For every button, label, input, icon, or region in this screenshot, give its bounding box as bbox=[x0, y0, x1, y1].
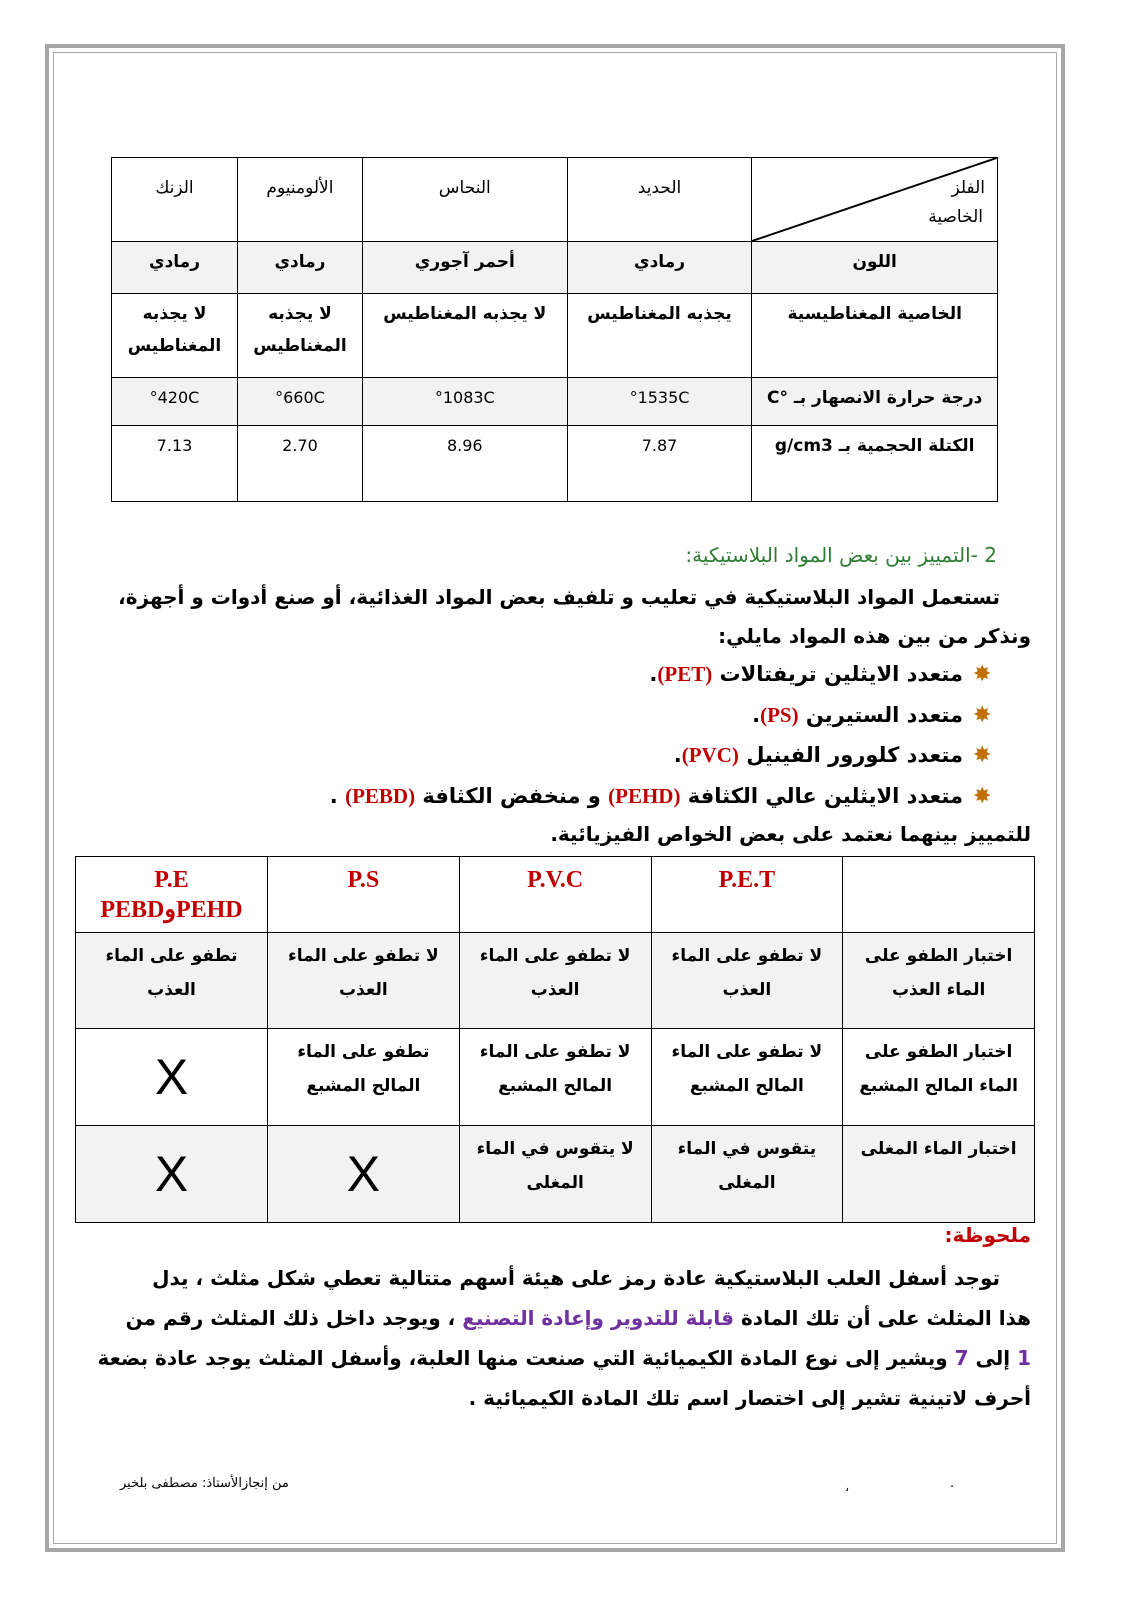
table-header-empty bbox=[843, 857, 1035, 933]
intro-line-1: تستعمل المواد البلاستيكية في تعليب و تلفيف بعض المواد الغذائية، أو صنع أدوات و أجهزة، bbox=[118, 585, 1000, 609]
table-cell: لا تطفو على الماء العذب bbox=[459, 933, 651, 1029]
table-cell: 660C° bbox=[237, 378, 362, 426]
table-cell: لا تطفو على الماء العذب bbox=[651, 933, 843, 1029]
row-label: درجة حرارة الانصهار بـ °C bbox=[752, 378, 998, 426]
row-label: الخاصية المغناطيسية bbox=[752, 294, 998, 378]
star-bullet-icon: ✸ bbox=[973, 703, 992, 728]
table-cell: 7.13 bbox=[112, 426, 238, 502]
note-line-4: أحرف لاتينية تشير إلى اختصار اسم تلك المادة الكيميائية . bbox=[468, 1386, 1031, 1410]
metal-header-iron: الحديد bbox=[567, 158, 752, 242]
table-cell: 8.96 bbox=[362, 426, 567, 502]
row-label: اختبار الماء المغلى bbox=[843, 1126, 1035, 1223]
table-cell: 420C° bbox=[112, 378, 238, 426]
row-label: اللون bbox=[752, 242, 998, 294]
corner-label-property: الخاصية bbox=[928, 207, 983, 227]
list-item: متعدد الستيرين (PS). bbox=[752, 703, 963, 727]
star-bullet-icon: ✸ bbox=[973, 662, 992, 687]
note-line-1: توجد أسفل العلب البلاستيكية عادة رمز على هيئة أسهم متتالية تعطي شكل مثلث ، يدل bbox=[152, 1266, 1000, 1290]
table-header-pe: P.E PEHDوPEBD bbox=[76, 857, 268, 933]
corner-label-metal: الفلز bbox=[951, 178, 985, 198]
table-cell: 1083C° bbox=[362, 378, 567, 426]
row-label: اختبار الطفو على الماء المالح المشبع bbox=[843, 1029, 1035, 1126]
metals-properties-table bbox=[111, 157, 998, 502]
table-cell-x: X bbox=[76, 1126, 268, 1223]
star-bullet-icon: ✸ bbox=[973, 784, 992, 809]
table-cell-x: X bbox=[76, 1029, 268, 1126]
section-title: 2 -التمييز بين بعض المواد البلاستيكية: bbox=[685, 543, 997, 567]
table-row bbox=[112, 426, 998, 502]
footer-mark: ، bbox=[845, 1480, 850, 1495]
table-cell: لا يجذبه المغناطيس bbox=[362, 294, 567, 378]
table-cell: لا تطفو على الماء المالح المشبع bbox=[651, 1029, 843, 1126]
footer-author: من إنجازالأستاذ: مصطفى بلخير bbox=[120, 1476, 289, 1491]
table-row bbox=[76, 1126, 1035, 1223]
table-row bbox=[112, 378, 998, 426]
list-item: متعدد الايثلين عالي الكثافة (PEHD) و منخفض الكثافة (PEBD) . bbox=[329, 784, 963, 808]
table-row bbox=[76, 1029, 1035, 1126]
table-cell: يتقوس في الماء المغلى bbox=[651, 1126, 843, 1223]
metal-header-copper: النحاس bbox=[362, 158, 567, 242]
star-bullet-icon: ✸ bbox=[973, 743, 992, 768]
table-cell: رمادي bbox=[112, 242, 238, 294]
table-row bbox=[112, 294, 998, 378]
list-item: متعدد الايثلين تريفتالات (PET). bbox=[649, 662, 963, 686]
table-cell: لا يتقوس في الماء المغلى bbox=[459, 1126, 651, 1223]
plastics-tests-table bbox=[75, 856, 1035, 1223]
table-header-ps: P.S bbox=[268, 857, 460, 933]
table-header-pvc: P.V.C bbox=[459, 857, 651, 933]
table-header-pet: P.E.T bbox=[651, 857, 843, 933]
table-cell: تطفو على الماء المالح المشبع bbox=[268, 1029, 460, 1126]
table-cell: رمادي bbox=[237, 242, 362, 294]
note-title: ملحوظة: bbox=[944, 1223, 1031, 1247]
table-cell: 7.87 bbox=[567, 426, 752, 502]
table-row bbox=[76, 933, 1035, 1029]
table-cell: تطفو على الماء العذب bbox=[76, 933, 268, 1029]
table-cell: لا يجذبه المغناطيس bbox=[112, 294, 238, 378]
distinguish-text: للتمييز بينهما نعتمد على بعض الخواص الفيزيائية. bbox=[550, 822, 1031, 846]
metal-header-zinc: الزنك bbox=[112, 158, 238, 242]
intro-line-2: ونذكر من بين هذه المواد مايلي: bbox=[718, 624, 1031, 648]
table-cell: يجذبه المغناطيس bbox=[567, 294, 752, 378]
table-cell: 2.70 bbox=[237, 426, 362, 502]
table-cell: أحمر آجوري bbox=[362, 242, 567, 294]
table-cell: لا تطفو على الماء العذب bbox=[268, 933, 460, 1029]
note-line-2: هذا المثلث على أن تلك المادة قابلة للتدوير وإعادة التصنيع ، ويوجد داخل ذلك المثلث رقم من bbox=[125, 1306, 1031, 1330]
table-cell: رمادي bbox=[567, 242, 752, 294]
table-cell: لا يجذبه المغناطيس bbox=[237, 294, 362, 378]
list-item: متعدد كلورور الفينيل (PVC). bbox=[673, 743, 963, 767]
table-corner-header bbox=[752, 158, 998, 242]
table-cell: لا تطفو على الماء المالح المشبع bbox=[459, 1029, 651, 1126]
row-label: اختبار الطفو على الماء العذب bbox=[843, 933, 1035, 1029]
row-label: الكتلة الحجمية بـ g/cm3 bbox=[752, 426, 998, 502]
table-cell: 1535C° bbox=[567, 378, 752, 426]
note-line-3: 1 إلى 7 ويشير إلى نوع المادة الكيميائية التي صنعت منها العلبة، وأسفل المثلث يوجد عادة بضعة bbox=[97, 1346, 1031, 1370]
table-row bbox=[112, 242, 998, 294]
footer-mark: . bbox=[950, 1476, 955, 1491]
table-cell-x: X bbox=[268, 1126, 460, 1223]
metal-header-aluminium: الألومنيوم bbox=[237, 158, 362, 242]
